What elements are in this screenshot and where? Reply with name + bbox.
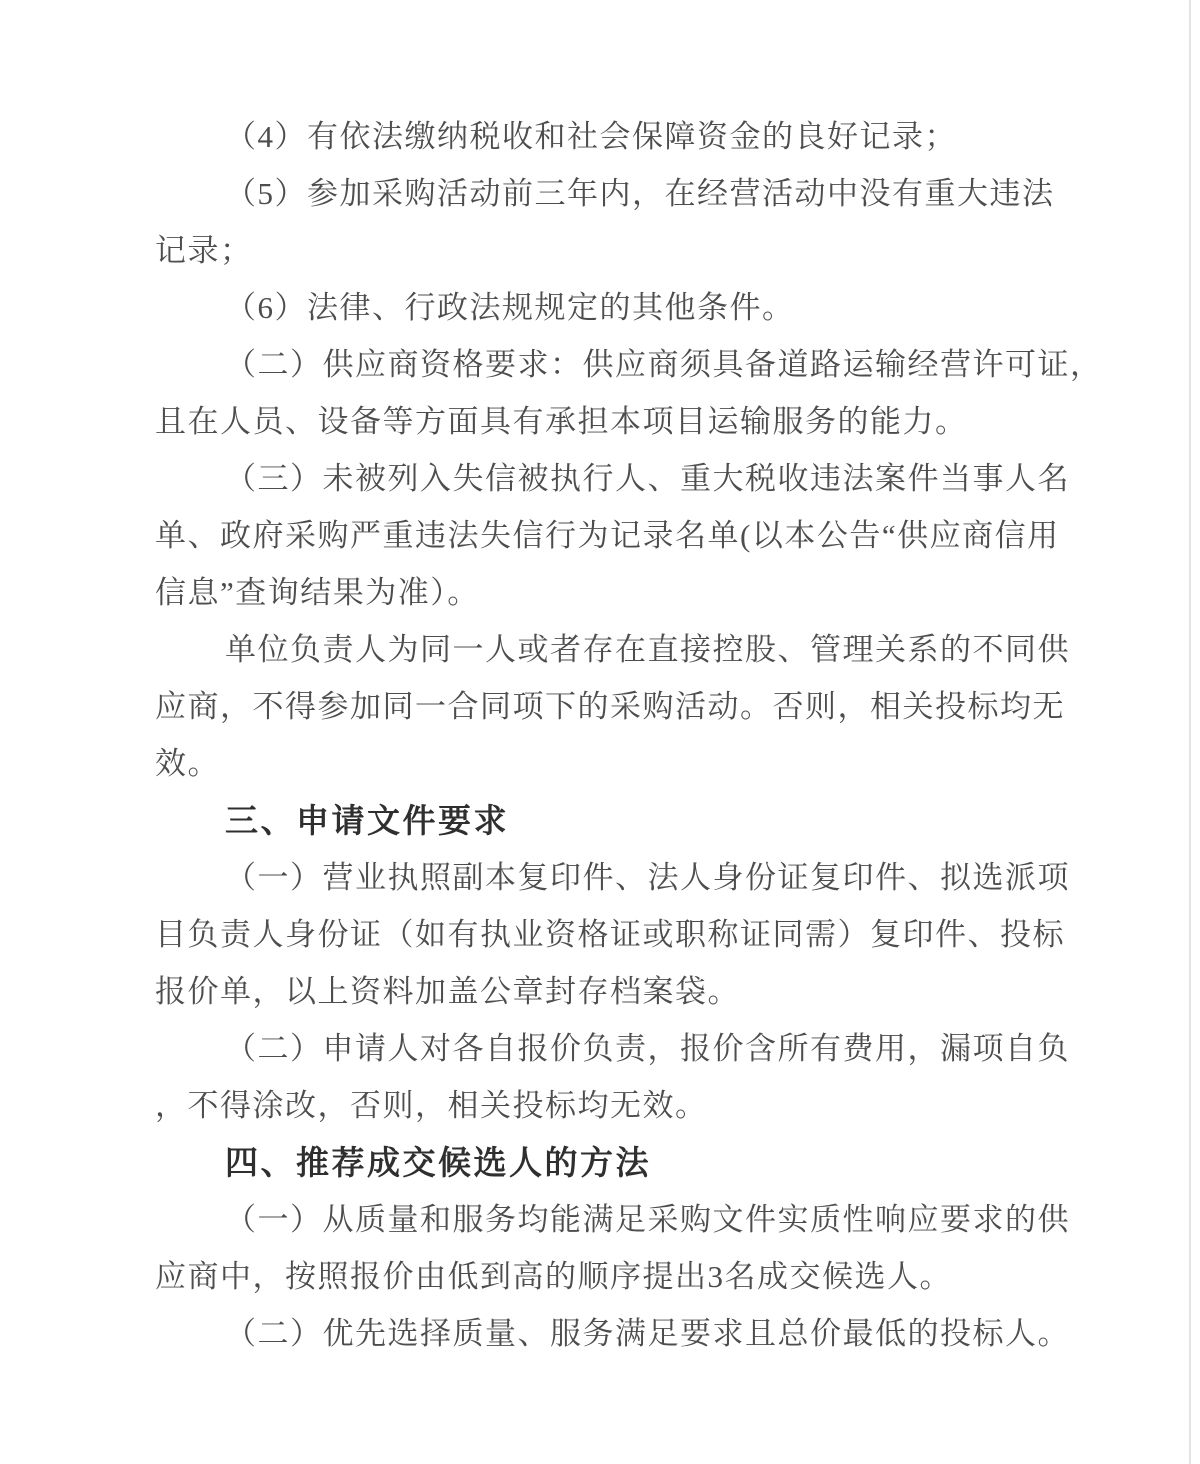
text-line: （二）优先选择质量、服务满足要求且总价最低的投标人。 xyxy=(225,1316,1070,1351)
text-line: （一）从质量和服务均能满足采购文件实质性响应要求的供 xyxy=(225,1202,1070,1237)
text-line: 单位负责人为同一人或者存在直接控股、管理关系的不同供 xyxy=(225,632,1070,667)
section-heading: 三、申请文件要求 xyxy=(225,802,509,839)
text-line: 目负责人身份证（如有执业资格证或职称证同需）复印件、投标 xyxy=(155,917,1065,952)
text-line: 且在人员、设备等方面具有承担本项目运输服务的能力。 xyxy=(155,404,968,439)
text-line: （4）有依法缴纳税收和社会保障资金的良好记录； xyxy=(225,119,957,154)
text-line: （二）申请人对各自报价负责，报价含所有费用，漏项自负 xyxy=(225,1031,1070,1066)
document-body xyxy=(155,108,1103,1362)
text-line: （三）未被列入失信被执行人、重大税收违法案件当事人名 xyxy=(225,461,1070,496)
text-line: 应商，不得参加同一合同项下的采购活动。否则，相关投标均无 xyxy=(155,689,1065,724)
text-line: （一）营业执照副本复印件、法人身份证复印件、拟选派项 xyxy=(225,860,1070,895)
text-line: 报价单，以上资料加盖公章封存档案袋。 xyxy=(155,974,740,1009)
text-line: ，不得涂改，否则，相关投标均无效。 xyxy=(155,1088,708,1123)
text-line: 应商中，按照报价由低到高的顺序提出3名成交候选人。 xyxy=(155,1259,952,1294)
text-line: 记录； xyxy=(155,233,253,268)
text-line: 信息”查询结果为准）。 xyxy=(155,575,480,610)
text-line: 单、政府采购严重违法失信行为记录名单(以本公告“供应商信用 xyxy=(155,518,1060,553)
text-line: （5）参加采购活动前三年内，在经营活动中没有重大违法 xyxy=(225,176,1055,211)
text-line: （二）供应商资格要求：供应商须具备道路运输经营许可证， xyxy=(225,347,1103,382)
text-line: （6）法律、行政法规规定的其他条件。 xyxy=(225,290,795,325)
text-line: 效。 xyxy=(155,746,220,781)
page-edge-divider xyxy=(1189,0,1191,1464)
section-heading: 四、推荐成交候选人的方法 xyxy=(225,1144,651,1181)
